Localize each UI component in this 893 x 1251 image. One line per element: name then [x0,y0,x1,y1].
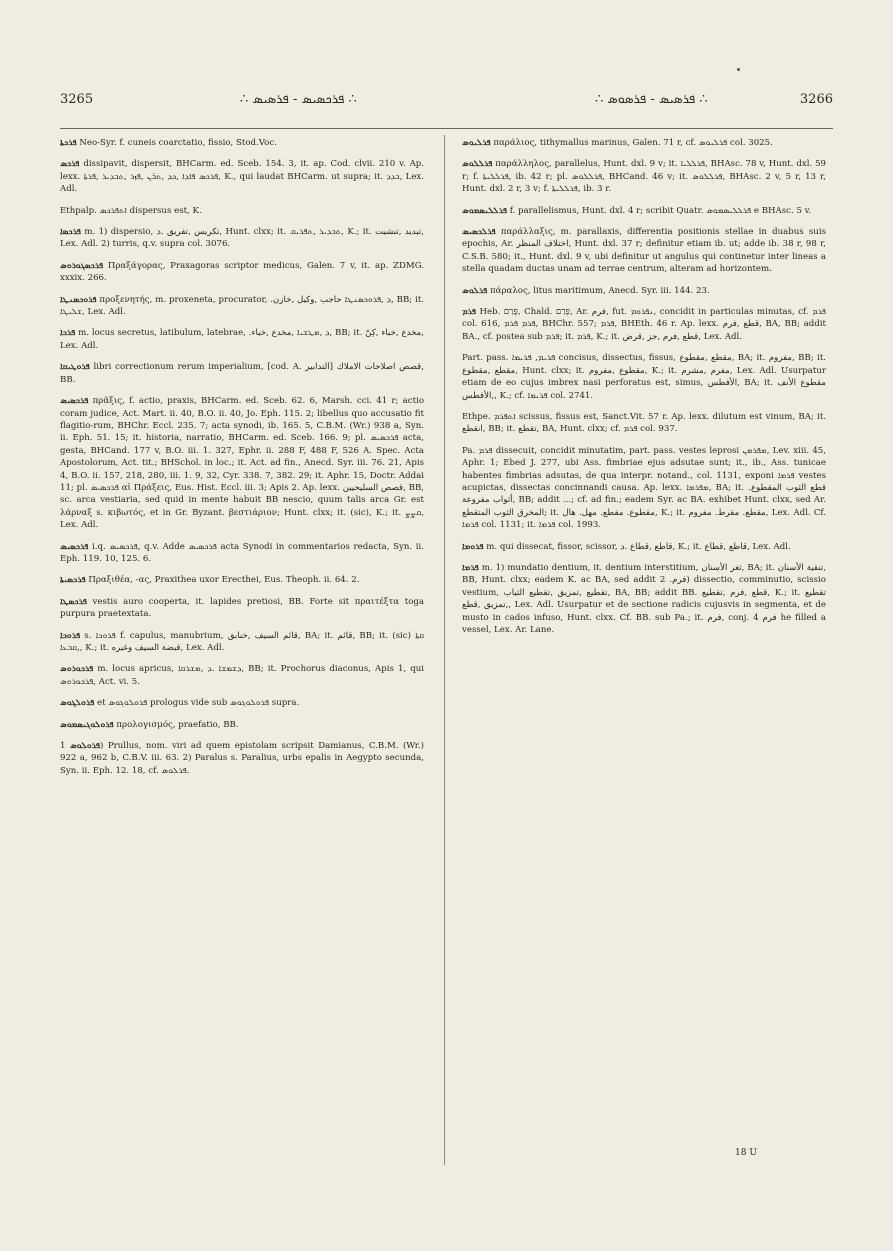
entry-headword: ܦܪܟܣܝܣ [60,396,89,407]
dictionary-entry [462,158,826,195]
entry-headword: ܦܪܟܣܝܣ [60,541,89,552]
dictionary-entry [462,541,826,553]
entry-headword: ܦܪܟܐ [60,328,76,339]
entry-definition: παράλιος, tithymallus marinus, Galen. 71 r, cf. ܦܪܠܝܘܣ col. 3025. [493,138,773,148]
entry-headword: ܦܪܟܣܛܐ [60,596,87,607]
entry-headword: ܦܪܡ [462,307,476,318]
dictionary-entry [60,294,424,319]
entry-headword: ܦܪܟܣܝܬܐ [60,575,86,586]
dictionary-entry [60,361,424,386]
entry-definition: προξενητής, m. proxeneta, procurator, .ܕ ,ܦܪܘܟܣܢܛܐ حاجب ,وكيل ,خازن, BB; it. ܫܠܝܛܐ, Lex. Adl. [60,294,425,318]
right-running-title: ∴ ܦܪܣܝܣ - ܦܪܣܘܣ ∴ [595,92,708,107]
entry-headword: ܦܪܠܠܝܣܡܘܣ [462,205,507,216]
entry-headword: ܦܪܘܠܘܣ [69,741,101,752]
dictionary-entry [60,697,424,709]
dictionary-entry [60,719,424,731]
entry-definition: Ethpalp. ܐܬܦܪܟܣ dispersus est, K. [60,205,202,216]
entry-headword: ܦܪܟܘܪܘܣ [60,664,94,675]
dictionary-entry [462,306,826,343]
entry-definition: m. 1) dispersio, تكريس ,تفريق .ܕ, Hunt. clxx; it. ܬܒܕܝܪ ,ܬܦܪܝܩ, K.; it. تبديد ,تنشيت, Lex. Adl. 2) turris, q.v. supra col. 3076. [60,227,424,250]
entry-headword: ܦܪܟܬܐ [60,138,77,148]
dictionary-entry [462,352,826,402]
entry-definition: Heb. פָּרַם, Chald. פְּרַם, Ar. فرم, fut. ܢܦܪܘܡ, concidit in particulas minutas, cf. ܦܪܡ col. 616, ܦܪܡ ܦܪܡ, BHChr. 557; ܦܪܡ, BHEth. 46 r. Ap. lexx. قطع ,فرم, BA, BB; addit BA., cf. postea sub ܦܪܡ; it. ܦܪܡ, K.; it. قطع ,فرم ,جز ,قرض, Lex. Adl. [462,307,826,342]
entry-definition: 1) Prullus, nom. viri ad quem epistolam scripsit Damianus, C.B.M. (Wr.) 922 a, 962 b, C.B.V. iii. 63. 2) Paralus s. Paralius, urbs epalis in Aegypto secunda, Syn. ii. Eph. 12. 18, cf. ܦܪܠܘܣ. [60,741,425,776]
dictionary-entry [60,663,424,688]
entry-definition: dissipavit, dispersit, BHCarm. ed. Sceb. 154. 3, it. ap. Cod. clvii. 210 v. Ap. lexx. ܦܪܟܣ ܦܐܕܐ ,ܟܕ ,ܬܒ̈ܢ ,ܦܙܪ ,ܬܒܕܝܪ ,ܦܪܬܐ, K., qui laudat BHCarm. ut supra; it. ܒܕܕ, Lex. Adl. [60,159,425,195]
entry-definition: παράλληλος, parallelus, Hunt. dxl. 9 v; it. ܦܪܠܠܝܐ, BHAsc. 78 v, Hunt. dxl. 59 r; f. ܦܪܠܠܝܬܐ, ib. 42 r; pl. ܦܪܠܠܘܣ, BHCand. 46 v; it. ܦܪܠܠܘܣ, BHAsc. 2 v, 5 r, 13 r, Hunt. dxl. 2 r, 3 v; f. ܦܪܠܠܝܬܐ, ib. 3 r. [462,159,826,195]
entry-headword: ܦܪܘܠܘܓܝܣܡܘܣ [60,719,114,730]
entry-definition: Ethpe. ܐܬܦܪܡ scissus, fissus est, Sanct.Vit. 57 r. Ap. lexx. dilutum est vinum, BA; it. انقطع, BB; it. تقطع, BA, Hunt. clxx; cf. ܦܪܡ col. 937. [462,411,827,435]
entry-definition: Neo-Syr. f. cuneis coarctatio, fissio, Stod.Voc. [79,138,277,148]
entry-definition: i.q. ܦܪܟܣܝܣ, q.v. Adde ܦܪܟܣܝܣ acta Synodi in commentarios redacta, Syn. ii. Eph. 119. 10, 125. 6. [60,541,424,564]
entry-definition: Pa. ܦܪܡ dissecuit, concidit minutatim, part. pass. vestes leprosi ܡܦܪܡܢ, Lev. xiii. 45, Aphr. 1; Ebed J. 277, ubi Ass. fimbriae ejus adsutae sunt; it., ib., Ass. tunicae habentes fimbrias adsutas, de qua interpr. notand., col. 1131, exponi ܦܪܡܐ vestes acupictas, dissectas concinnandi causa. Ap. lexx. ܡܦܪܡܐ, BA; it. قطع الثوب المقطوع. أثواب مفروعة, BB; addit ...; cf. ad fin.; eadem Syr. ac BA. exhibet Hunt. clxx, sed Ar. المخرق الثوب المتقطع; it. مقطوع. مقطع. مهل. هال, K.; it. مقطع. مقرط. مفروم, Lex. Adl. Cf. ܦܪܡܐ col. 1131; it. ܦܪܡܐ col. 1993. [462,445,827,531]
entry-definition: m. 1) mundatio dentium, it. dentium interstitium, ثغر الأسنان, BA; it. تنقية الأسنان, BB, Hunt. clxx; eadem K. ac BA, sed addit فرم. 2) dissectio, comminutio, scissio vestium, تقطيع ,تمزيق ,تقطيع الثياب, BA, BB; addit BB. قطع ,فرم ,تقطيع, K.; it. تقطيع ,تمزيق ,قطع, Lex. Adl. Usurpatur et de sectione radicis cujusvis in segmenta, et de musto in cados infuso, Hunt. clxx. Cf. BB. sub Pa.; it. فرم, conj. 4 فرم he filled a vessel, Lex. Ar. Lane. [462,562,827,635]
entry-definition: m. locus apricus, ܕܫܡܫܐ .ܕ ,ܡܫܪܩܐ, BB; it. Prochorus diaconus, Apis 1, qui ܦܪܟܘܪܘܣ, Act. vi. 5. [60,664,424,687]
dictionary-entry [462,226,826,276]
entry-definition: πάραλος, litus maritimum, Anecd. Syr. iii. 144. 23. [490,285,710,296]
dictionary-entry [462,137,826,149]
dictionary-entry [60,205,424,217]
dictionary-entry [60,158,424,195]
dictionary-entry [462,445,826,532]
entry-definition: f. parallelismus, Hunt. dxl. 4 r; scribit Quatr. ܦܪܠܠܝܣܡܘܣ e BHAsc. 5 v. [509,205,812,216]
entry-headword: ܦܪܟܣܓܘܪܘܣ [60,260,104,271]
entry-headword: ܦܪܘܛܝܩܐ [60,362,90,373]
left-running-title: ∴ ܦܪܟܣܝܣ - ܦܪܣܝܣ ∴ [240,92,357,107]
entry-definition: m. qui dissecat, fissor, scissor, قاطع ,قطاع .ܕ, K.; it. قاطع ,قطاع, Lex. Adl. [486,541,791,552]
entry-headword: ܦܪܠܟܣܝܣ [462,227,496,238]
dictionary-entry [462,562,826,636]
header-rule [60,128,833,129]
entry-headword: ܦܪܟܣܐ [60,227,81,238]
entry-headword: ܦܪܘܠܓܘܣ [60,698,95,709]
entry-headword: ܦܪܠܝܘܣ [462,138,491,148]
signature-mark: 18 U [735,1148,757,1158]
dictionary-entry [60,260,424,285]
entry-definition: πρᾶξις, f. actio, praxis, BHCarm. ed. Sceb. 62. 6, Marsh. cci. 41 r; actio coram judice, Act. Mart. ii. 40, B.O. ii. 40, Jo. Eph. 115. 2; libellus quo accusatio fit flagitio-rum, BHChr. Eccl. 235. 7; acta synodi, ib. 165. 5, C.B.M. (Wr.) 938 a, Syn. ii. Eph. 51. 15; it. historia, narratio, BHCarm. ed. Sceb. 166. 9; pl. ܦܪܟܣܝܣ acta, gesta, BHCand. 177 v, B.O. iii. 1. 327, Ephr. ii. 288 F, 488 F, 526 A. Spec. Acta Apostolorum, Act. tit.; BHSchol. in loc.; it. Act. ad fin., Anecd. Syr. iii. 76. 21, Apis 4, B.O. ii. 157, 218, 280, iii. 1. 9, 32, Cyr. 338. 7, 382. 29; it. Aphr. 15, Doctr. Addai 11; pl. ܦܪܟܣܝܣ αἱ Πράξεις, Eus. Hist. Eccl. iii. 3; Apis 2. Ap. lexx. قصص السليحيين, BB, sc. arca vestiaria, sed quid in mente habuit BB nescio, quum talis arca Gr. est λάρναξ s. κιβωτός, et in Gr. Byzant. βεστιάριον; Hunt. clxx; it. (sic), K.; it. ܩܨܨ, Lex. Adl. [60,396,424,531]
entry-headword: ܦܪܠܠܘܣ [462,159,493,170]
dictionary-entry [462,285,826,297]
dictionary-entry [60,630,424,655]
entry-definition: προλογισμός, praefatio, BB. [116,719,239,730]
entry-headword: ܦܪܘܡܐ [462,541,484,552]
entry-definition: s. ܦܪܘܟܐ f. capulus, manubrium, قائم السيف ,خنابق, BA; it. قائم, BB; it. (sic) ܩܬܐ ,ܩܒܥܐ, K.; it. قبضة السيف وغيره, Lex. Adl. [60,630,425,653]
dictionary-entry [462,205,826,217]
entry-headword: ܦܪܟܣ [60,159,80,170]
entry-headword: ܦܪܡܐ [462,562,479,573]
column-divider [444,135,445,1165]
left-page-number: 3265 [60,92,94,107]
entry-definition: Part. pass. ܦܪܝܡ, ܦܪܝܡܐ concisus, dissectus, fissus, مقطع ,مقطوع, BA; it. مفروم, BB; it. مقطع ,مقطوع, Hunt. clxx; it. مقطوع ,مفروم, K.; it. مفرم ,مشرم, Lex. Adl. Usurpatur etiam de eo cujus imbrex nasi perforatus est, simus, الأفطس, BA; it. مقطوع الأنف ,الأفطس, K.; cf. ܦܪܝܡܐ col. 2741. [462,353,826,401]
entry-definition: m. locus secretus, latibulum, latebrae, .ܕ ,ܡܛܫܝܐ ,مخدع ,خباء, BB; it. مخدع ,خباء ,كِنّ, Lex. Adl. [60,328,425,351]
entry-definition: et ܦܪܘܠܘܓܘܣ prologus vide sub ܦܪܘܠܘܓܘܣ supra. [96,698,300,709]
dictionary-entry [60,740,424,777]
entry-headword: ܦܪܘܟܐ [60,630,81,641]
dictionary-entry [60,226,424,251]
right-column [462,137,826,645]
entry-definition: vestis auro cooperta, it. lapides pretiosi, BB. Forte sit πραιτέξτα toga purpura praetextata. [60,596,425,620]
left-column [60,137,424,786]
dictionary-entry [60,137,424,149]
page-header [60,92,833,114]
dictionary-entry [60,596,424,621]
dictionary-entry [60,541,424,566]
dictionary-entry [462,411,826,436]
entry-definition: Πραξάγορας, Praxagoras scriptor medicus, Galen. 7 v, it. ap. ZDMG. xxxix. 266. [60,260,424,284]
entry-headword: ܦܪܠܘܣ [462,285,488,296]
entry-headword: ܦܪܘܟܣܢܛܐ [60,294,97,305]
right-page-number: 3266 [799,92,833,107]
entry-definition: παράλλαξις, m. parallaxis, differentia positionis stellae in duabus suis epochis, Ar. اختلاف المنظر, Hunt. dxl. 37 r; definitur etiam ib. ut; adde ib. 38 r, 98 r, C.S.B. 580; it., Hunt. dxl. 9 v, ubi definitur ut angulus qui continetur inter lineas a stella quadam ductas unam ad terrae centrum, alteram ad horizontem. [462,227,826,275]
dictionary-entry [60,574,424,586]
entry-definition: Πραξιθέα, -ας, Praxithea uxor Erecthei, Eus. Theoph. ii. 64. 2. [88,575,360,586]
paper-speck [737,68,740,71]
entry-definition: libri correctionum rerum imperialium, [cod. A. التدابير] قصص اصلاحات الاملاك, BB. [60,362,424,385]
dictionary-entry [60,395,424,531]
dictionary-entry [60,327,424,352]
